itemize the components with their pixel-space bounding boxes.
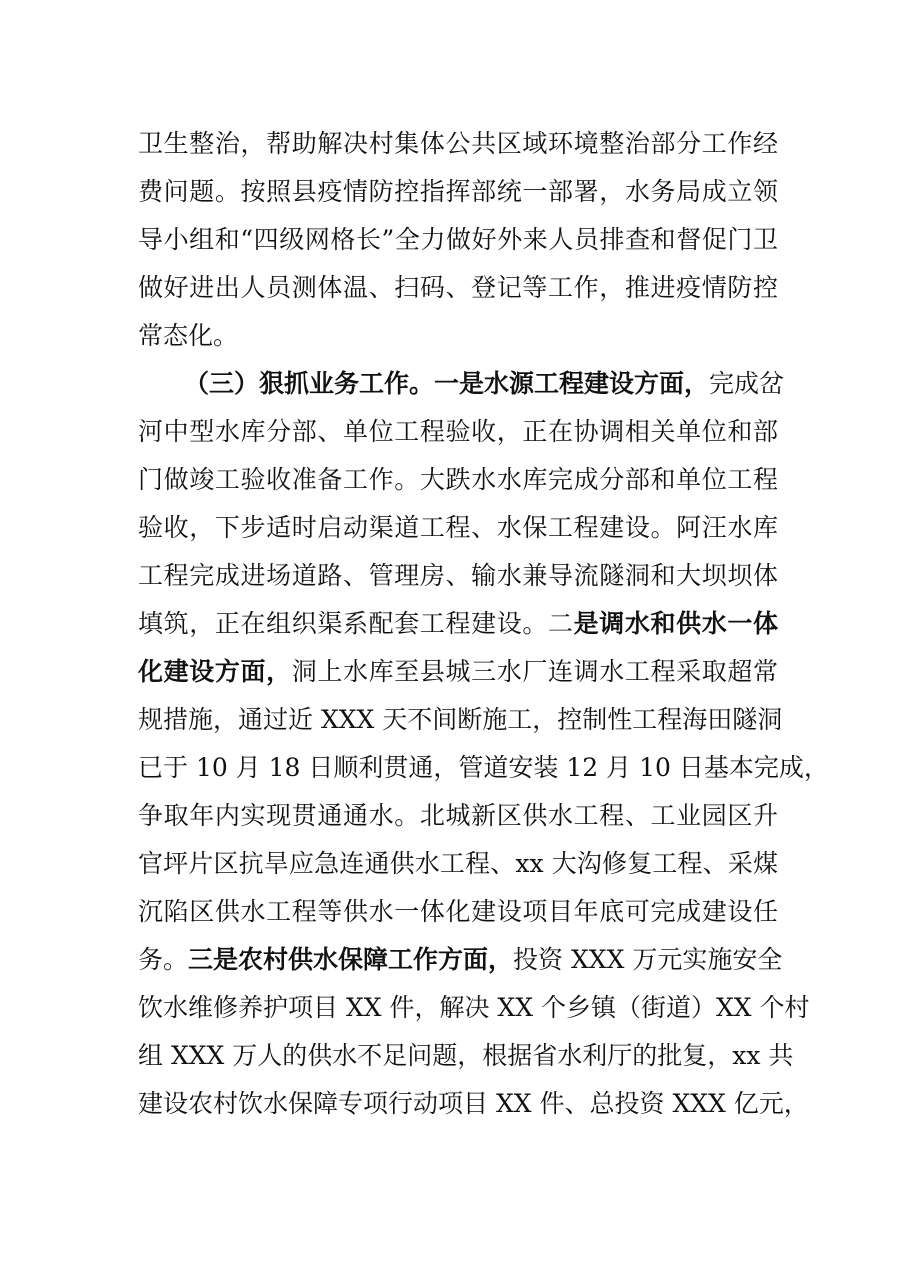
line-text: 已于 10 月 18 日顺利贯通，管道安装 12 月 10 日基本完成， — [138, 753, 829, 782]
paragraph-line — [138, 172, 778, 212]
paragraph-line — [138, 652, 778, 692]
paragraph-line — [138, 1036, 794, 1076]
paragraph-line — [138, 940, 783, 980]
section-heading: （三）狠抓业务工作。一是水源工程建设方面， — [184, 369, 710, 398]
line-text: 洞上水库至县城三水厂连调水工程采取超常 — [291, 657, 778, 686]
line-text: 费问题。按照县疫情防控指挥部统一部署，水务局成立领 — [138, 177, 778, 206]
line-text: 务。 — [138, 945, 189, 974]
line-text: 常态化。 — [138, 321, 239, 350]
line-text: 填筑，正在组织渠系配套工程建设。二 — [138, 609, 574, 638]
line-text: 组 XXX 万人的供水不足问题，根据省水利厅的批复，xx 共 — [138, 1041, 794, 1070]
line-text: 卫生整治，帮助解决村集体公共区域环境整治部分工作经 — [138, 129, 778, 158]
paragraph-line — [138, 604, 778, 644]
line-text: 投资 XXX 万元实施安全 — [513, 945, 783, 974]
line-text: 导小组和“四级网格长”全力做好外来人员排查和督促门卫 — [138, 225, 778, 254]
paragraph-line — [138, 412, 778, 452]
paragraph-line — [138, 460, 778, 500]
bold-text: 化建设方面， — [138, 657, 292, 686]
paragraph-line — [138, 1084, 809, 1124]
line-text: 争取年内实现贯通通水。北城新区供水工程、工业园区升 — [138, 801, 778, 830]
paragraph-line — [138, 796, 778, 836]
line-text: 做好进出人员测体温、扫码、登记等工作，推进疫情防控 — [138, 273, 778, 302]
paragraph-line — [138, 748, 829, 788]
line-text: 官坪片区抗旱应急连通供水工程、xx 大沟修复工程、采煤 — [138, 849, 778, 878]
line-text: 规措施，通过近 XXX 天不间断施工，控制性工程海田隧洞 — [138, 705, 783, 734]
paragraph-line — [138, 124, 778, 164]
bold-text: 是调水和供水一体 — [573, 609, 778, 638]
paragraph-line — [138, 988, 810, 1028]
line-text: 饮水维修养护项目 XX 件，解决 XX 个乡镇（街道）XX 个村 — [138, 993, 810, 1022]
paragraph-line — [138, 268, 778, 308]
paragraph-line — [138, 700, 783, 740]
line-text: 工程完成进场道路、管理房、输水兼导流隧洞和大坝坝体 — [138, 561, 778, 590]
paragraph-line — [138, 556, 778, 596]
line-text: 门做竣工验收准备工作。大跌水水库完成分部和单位工程 — [138, 465, 778, 494]
paragraph-line — [138, 844, 778, 884]
paragraph-line — [138, 892, 778, 932]
line-text: 河中型水库分部、单位工程验收，正在协调相关单位和部 — [138, 417, 778, 446]
bold-text: 三是农村供水保障工作方面， — [188, 945, 514, 974]
paragraph-line — [138, 508, 778, 548]
paragraph-line — [138, 316, 778, 356]
line-text: 验收，下步适时启动渠道工程、水保工程建设。阿汪水库 — [138, 513, 778, 542]
line-text: 沉陷区供水工程等供水一体化建设项目年底可完成建设任 — [138, 897, 778, 926]
paragraph-line — [184, 364, 785, 404]
paragraph-line — [138, 220, 778, 260]
line-text: 完成岔 — [709, 369, 785, 398]
line-text: 建设农村饮水保障专项行动项目 XX 件、总投资 XXX 亿元， — [138, 1089, 809, 1118]
